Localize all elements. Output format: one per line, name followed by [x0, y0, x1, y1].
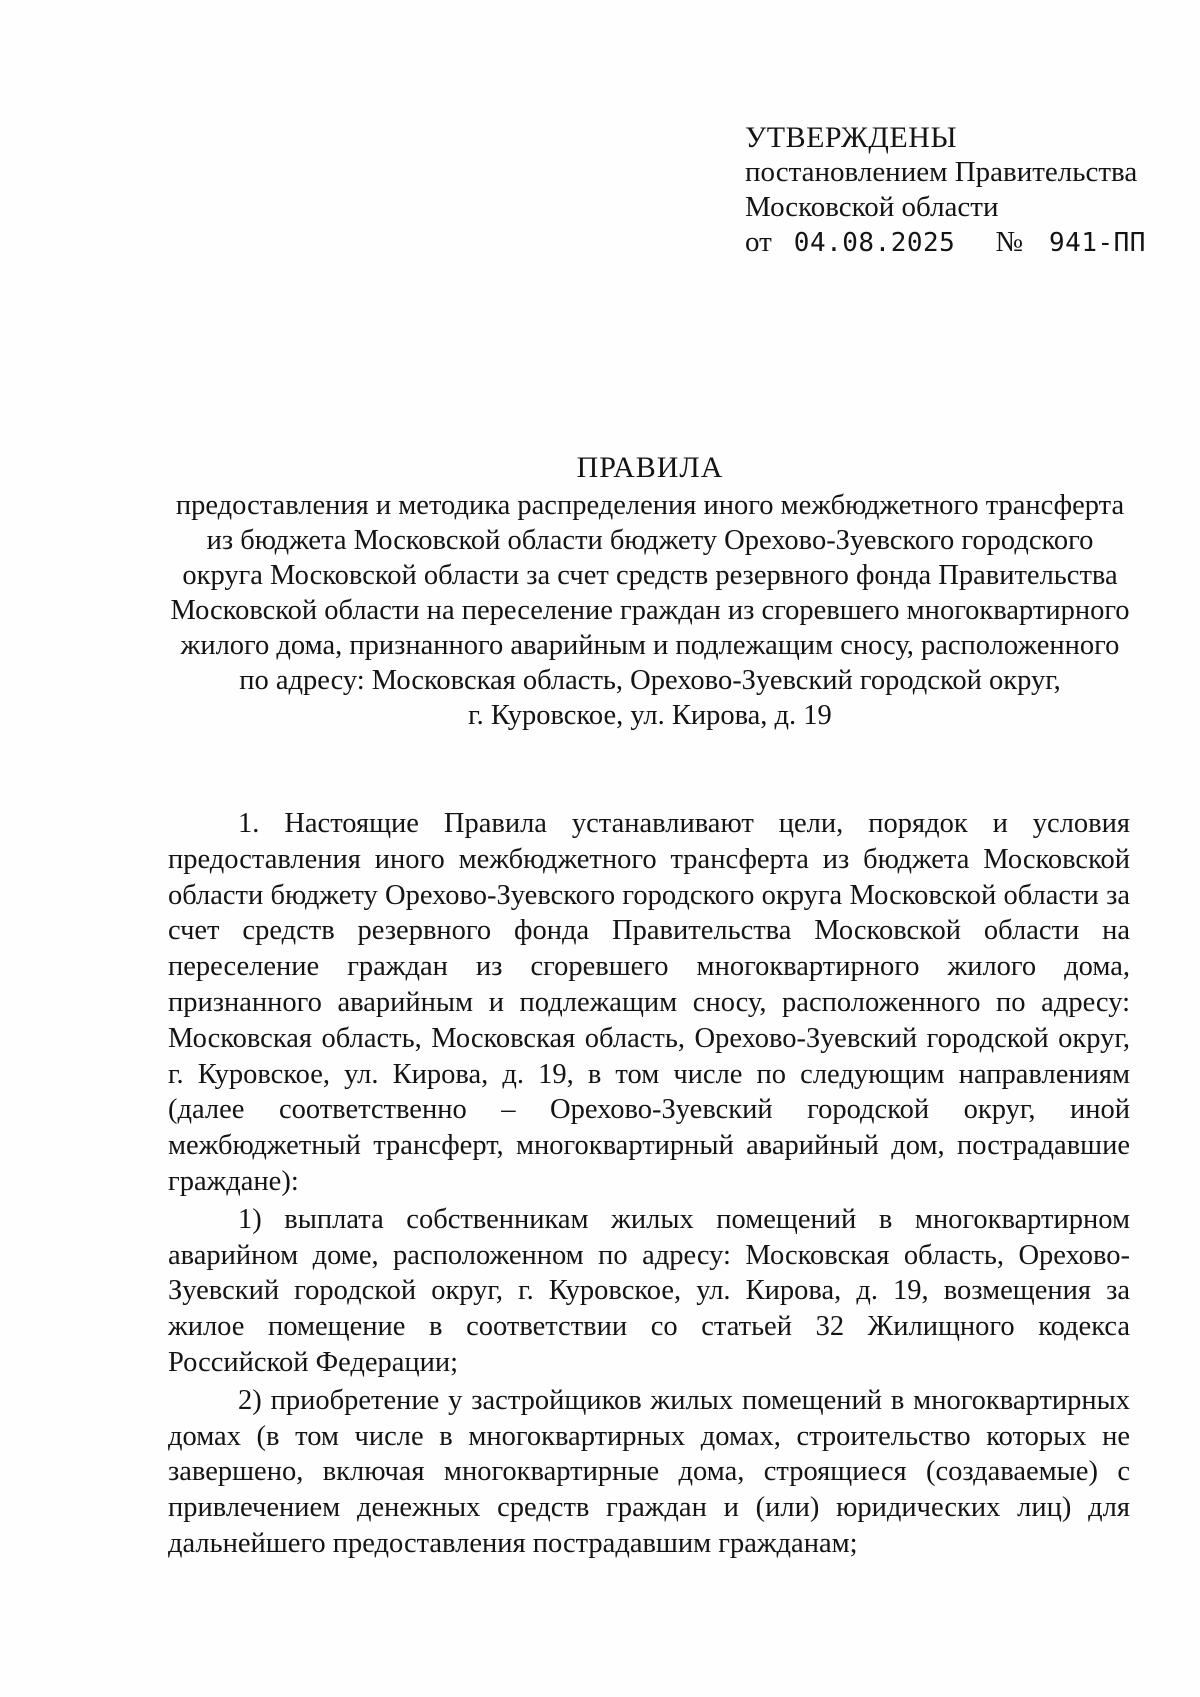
document-title-block [150, 450, 1150, 733]
approval-number: 941-ПП [1049, 228, 1146, 258]
subtitle-line: по адресу: Московская область, Орехово-Зуевский городской округ, [239, 665, 1061, 696]
approval-line-2: Московской области [745, 191, 999, 223]
subtitle-line: предоставления и методика распределения иного межбюджетного трансферта [175, 490, 1125, 521]
subtitle-line: жилого дома, признанного аварийным и подлежащим сносу, расположенного [180, 630, 1120, 661]
approval-from-label: от [745, 226, 772, 258]
subtitle-line: г. Куровское, ул. Кирова, д. 19 [468, 700, 832, 731]
subtitle-line: из бюджета Московской области бюджету Орехово-Зуевского городского [206, 525, 1094, 556]
document-body [168, 806, 1130, 1562]
subtitle-line: Московской области на переселение граждан из сгоревшего многоквартирного [170, 595, 1130, 626]
approval-heading: УТВЕРЖДЕНЫ [745, 121, 958, 154]
subtitle-line: округа Московской области за счет средств резервного фонда Правительства [182, 560, 1118, 591]
approval-date-row [745, 225, 1165, 261]
approval-stamp [745, 120, 1165, 261]
approval-date: 04.08.2025 [793, 228, 956, 258]
approval-number-sign: № [995, 226, 1024, 258]
approval-line-1: постановлением Правительства [745, 156, 1138, 188]
document-title: ПРАВИЛА [576, 451, 724, 484]
paragraph-item-2: 2) приобретение у застройщиков жилых помещений в многоквартирных домах (в том числе в многоквартирных домах, строительство которых не завершено, включая многоквартирные дома, строящиеся (создаваемые) с привлечением денежных средств граждан и (или) юридических лиц) для дальнейшего предоставления пострадавшим гражданам; [168, 1384, 1130, 1559]
paragraph-item-1: 1) выплата собственникам жилых помещений в многоквартирном аварийном доме, расположенном по адресу: Московская область, Орехово-Зуевский городской округ, г. Куровское, ул. Кирова, д. 19, возмещения за жилое помещение в соответствии со статьей 32 Жилищного кодекса Российской Федерации; [168, 1203, 1130, 1378]
paragraph-1: 1. Настоящие Правила устанавливают цели, порядок и условия предоставления иного межбюджетного трансферта из бюджета Московской области бюджету Орехово-Зуевского городского округа Московской области за счет средств резервного фонда Правительства Московской области на переселение граждан из сгоревшего многоквартирного жилого дома, признанного аварийным и подлежащим сносу, расположенного по адресу: Московская область, Московская область, Орехово-Зуевский городской округ, г. Куровское, ул. Кирова, д. 19, в том числе по следующим направлениям (далее соответственно – Орехово-Зуевский городской округ, иной межбюджетный трансферт, многоквартирный аварийный дом, пострадавшие граждане): [168, 808, 1130, 1197]
